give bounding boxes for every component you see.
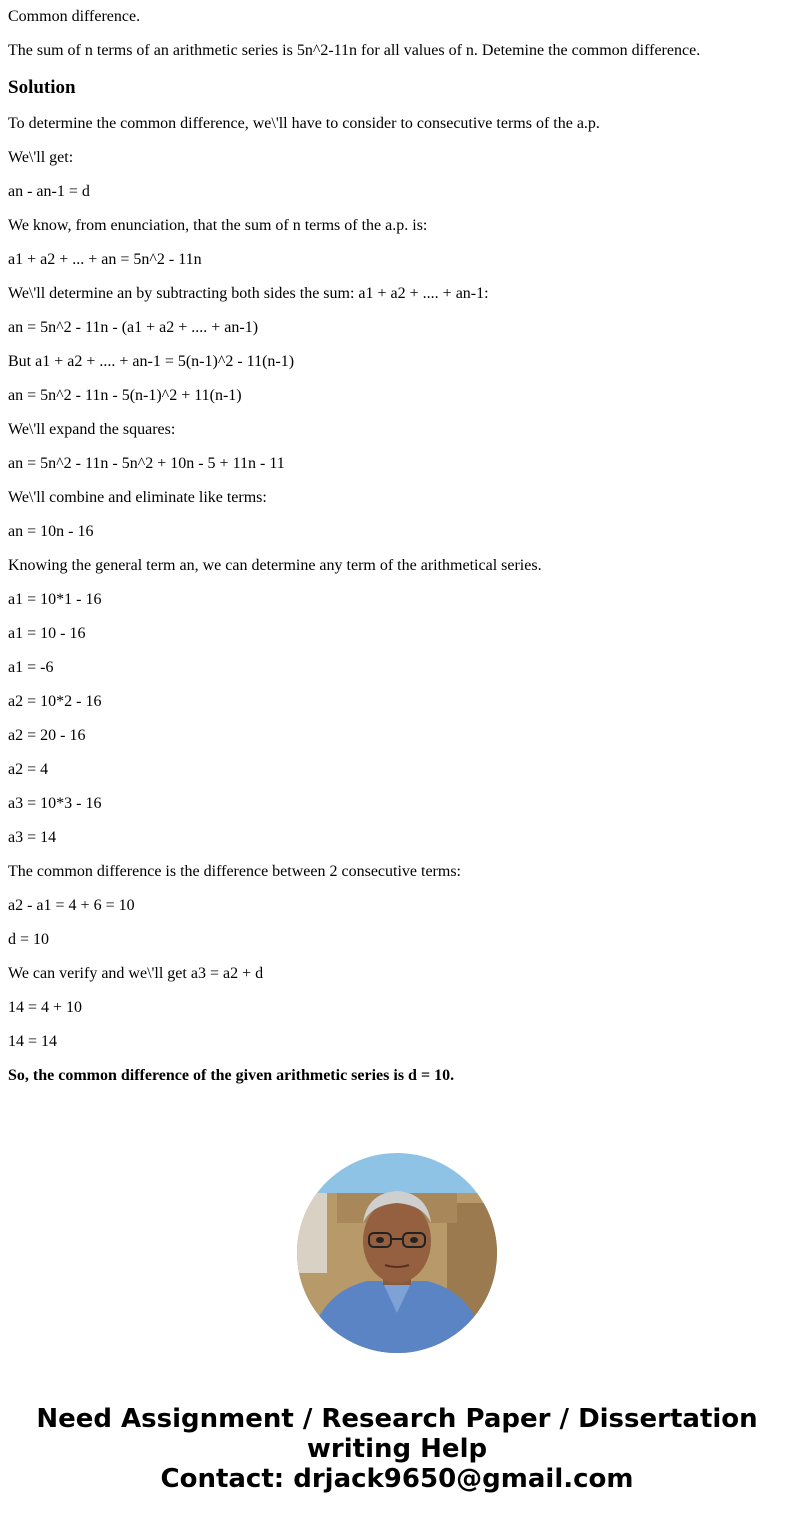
solution-step: a1 + a2 + ... + an = 5n^2 - 11n (8, 251, 202, 268)
promo-line-1: Need Assignment / Research Paper / Dissertation (36, 1404, 758, 1434)
solution-step: a1 = 10 - 16 (8, 625, 86, 642)
solution-step: a2 = 4 (8, 761, 49, 778)
promo-line-3: Contact: drjack9650@gmail.com (160, 1464, 634, 1494)
solution-step: a2 = 20 - 16 (8, 727, 86, 744)
question-title: Common difference. (8, 8, 141, 25)
solution-step: an = 5n^2 - 11n - 5(n-1)^2 + 11(n-1) (8, 387, 242, 404)
solution-step: The common difference is the difference between 2 consecutive terms: (8, 863, 461, 880)
solution-step: an - an-1 = d (8, 183, 90, 200)
solution-step: Knowing the general term an, we can determine any term of the arithmetical series. (8, 557, 542, 574)
solution-step: a3 = 14 (8, 829, 57, 846)
avatar (297, 1153, 497, 1353)
document (0, 8, 794, 1085)
solution-step: To determine the common difference, we\'ll have to consider to consecutive terms of the a.p. (8, 115, 600, 132)
solution-step: an = 5n^2 - 11n - (a1 + a2 + .... + an-1) (8, 319, 259, 336)
solution-step: We know, from enunciation, that the sum of n terms of the a.p. is: (8, 217, 428, 234)
solution-step: But a1 + a2 + .... + an-1 = 5(n-1)^2 - 11(n-1) (8, 353, 295, 370)
solution-step: d = 10 (8, 931, 50, 948)
solution-conclusion: So, the common difference of the given arithmetic series is d = 10. (8, 1067, 455, 1084)
solution-step: We\'ll determine an by subtracting both sides the sum: a1 + a2 + .... + an-1: (8, 285, 489, 302)
solution-step: an = 5n^2 - 11n - 5n^2 + 10n - 5 + 11n - 11 (8, 455, 285, 472)
solution-step: 14 = 14 (8, 1033, 58, 1050)
promo-banner (0, 1404, 794, 1494)
solution-step: a1 = -6 (8, 659, 54, 676)
solution-step: 14 = 4 + 10 (8, 999, 83, 1016)
solution-step: We\'ll combine and eliminate like terms: (8, 489, 267, 506)
question-text: The sum of n terms of an arithmetic series is 5n^2-11n for all values of n. Detemine the common difference. (8, 42, 701, 59)
solution-step: a2 = 10*2 - 16 (8, 693, 102, 710)
solution-step: an = 10n - 16 (8, 523, 94, 540)
solution-step: We\'ll get: (8, 149, 74, 166)
solution-steps (8, 115, 786, 1051)
author-photo (297, 1153, 497, 1353)
solution-step: We\'ll expand the squares: (8, 421, 176, 438)
solution-step: a1 = 10*1 - 16 (8, 591, 102, 608)
solution-step: We can verify and we\'ll get a3 = a2 + d (8, 965, 264, 982)
solution-step: a3 = 10*3 - 16 (8, 795, 102, 812)
promo-line-2: writing Help (306, 1434, 488, 1464)
solution-heading: Solution (8, 77, 76, 98)
solution-step: a2 - a1 = 4 + 6 = 10 (8, 897, 135, 914)
